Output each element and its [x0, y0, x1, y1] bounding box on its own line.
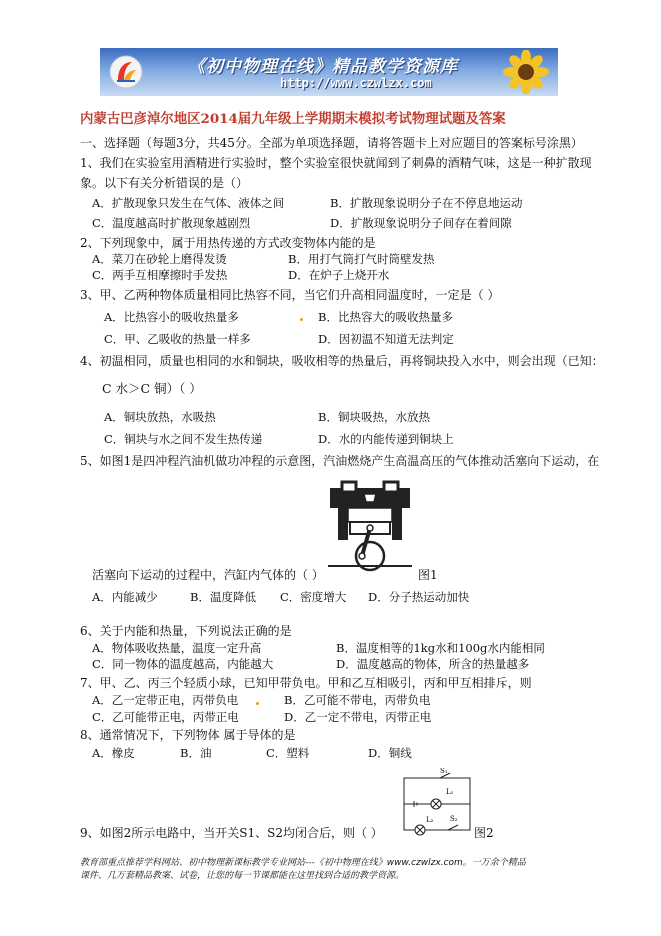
- q5-option-a: A．内能减少: [92, 590, 158, 604]
- q5-option-c: C．密度增大: [280, 590, 347, 604]
- q8-option-c: C．塑料: [266, 746, 310, 760]
- q4-formula: C 水＞C 铜）（ ）: [102, 381, 202, 396]
- figure-2-caption: 图2: [474, 826, 494, 840]
- header-banner: [100, 48, 558, 96]
- q6-option-a: A．物体吸收热量，温度一定升高: [92, 641, 262, 655]
- q4-option-b: B．铜块吸热，水放热: [318, 410, 430, 424]
- stray-dot: [256, 702, 259, 705]
- q4-option-c: C．铜块与水之间不发生热传递: [104, 432, 263, 446]
- lamp-l2-label: L₂: [426, 816, 434, 824]
- q7-option-a: A．乙一定带正电，丙带负电: [92, 693, 239, 707]
- question-7-text: 7、甲、乙、丙三个轻质小球，已知甲带负电。甲和乙互相吸引，丙和甲互相排斥，则: [80, 676, 532, 690]
- question-5-text: 5、如图1是四冲程汽油机做功冲程的示意图，汽油燃烧产生高温高压的气体推动活塞向下运动，在: [80, 454, 600, 468]
- q1-option-c: C．温度越高时扩散现象越剧烈: [92, 216, 251, 230]
- question-9-text: 9、如图2所示电路中，当开关S1、S2均闭合后，则（ ）: [80, 826, 383, 840]
- q6-option-c: C．同一物体的温度越高，内能越大: [92, 657, 274, 671]
- question-2-text: 2、下列现象中，属于用热传递的方式改变物体内能的是: [80, 236, 376, 250]
- q6-option-b: B．温度相等的1kg水和100g水内能相同: [336, 641, 545, 655]
- question-1-text: 1、我们在实验室用酒精进行实验时，整个实验室很快就闻到了刺鼻的酒精气味，这是一种扩散现: [80, 156, 592, 170]
- sunflower-icon: [498, 50, 554, 94]
- q2-option-c: C．两手互相摩擦时手发热: [92, 268, 228, 282]
- q6-option-d: D．温度越高的物体，所含的热量越多: [336, 657, 530, 671]
- q2-option-a: A．菜刀在砂轮上磨得发烫: [92, 252, 227, 266]
- banner-url: http://www.czwlzx.com: [280, 76, 432, 90]
- q4-option-a: A．铜块放热，水吸热: [104, 410, 216, 424]
- stray-dot: [300, 318, 303, 321]
- lamp-l1-label: L₁: [446, 788, 454, 796]
- question-3-text: 3、甲、乙两种物体质量相同比热容不同，当它们升高相同温度时，一定是（ ）: [80, 288, 500, 302]
- q1-option-d: D．扩散现象说明分子间存在着间隙: [330, 216, 512, 230]
- document-title: 内蒙古巴彦淖尔地区2014届九年级上学期期末模拟考试物理试题及答案: [80, 111, 506, 127]
- engine-diagram-figure: [318, 478, 422, 572]
- q4-option-d: D．水的内能传递到铜块上: [318, 432, 454, 446]
- circuit-diagram-figure: [402, 768, 472, 838]
- q7-option-d: D．乙一定不带电，丙带正电: [284, 710, 432, 724]
- q2-option-b: B．用打气筒打气时筒壁发热: [288, 252, 435, 266]
- q3-option-b: B．比热容大的吸收热量多: [318, 310, 453, 324]
- q3-option-d: D．因初温不知道无法判定: [318, 332, 454, 346]
- q7-option-c: C．乙可能带正电，丙带正电: [92, 710, 239, 724]
- question-8-text: 8、通常情况下，下列物体 属于导体的是: [80, 728, 296, 742]
- q2-option-d: D．在炉子上烧开水: [288, 268, 390, 282]
- q1-option-a: A．扩散现象只发生在气体、液体之间: [92, 196, 285, 210]
- q8-option-a: A．橡皮: [92, 746, 135, 760]
- question-5-text-cont: 活塞向下运动的过程中，汽缸内气体的（ ）: [92, 568, 324, 582]
- site-logo-icon: [108, 54, 144, 90]
- switch-s2-label: S₂: [450, 815, 458, 823]
- q1-option-b: B．扩散现象说明分子在不停息地运动: [330, 196, 523, 210]
- figure-1-caption: 图1: [418, 568, 438, 582]
- q3-option-c: C．甲、乙吸收的热量一样多: [104, 332, 251, 346]
- footer-line-2: 课件、几万套精品教案、试卷，让您的每一节课都能在这里找到合适的教学资源。: [80, 871, 405, 881]
- q8-option-b: B．油: [180, 746, 212, 760]
- question-1-text-cont: 象。以下有关分析错误的是（）: [80, 176, 249, 190]
- question-6-text: 6、关于内能和热量，下列说法正确的是: [80, 624, 292, 638]
- footer-line-1: 教育部重点推荐学科网站、初中物理新课标教学专业网站---《初中物理在线》www.czwlzx.com。一万余个精品: [80, 858, 526, 868]
- section-heading: 一、选择题（每题3分，共45分。全部为单项选择题，请将答题卡上对应题目的答案标号涂黑）: [80, 136, 583, 150]
- banner-title: 《初中物理在线》精品教学资源库: [188, 57, 458, 77]
- switch-s1-label: S₁: [440, 768, 448, 775]
- q3-option-a: A．比热容小的吸收热量多: [104, 310, 239, 324]
- q5-option-b: B．温度降低: [190, 590, 256, 604]
- page-footer: [80, 857, 600, 883]
- q5-option-d: D．分子热运动加快: [368, 590, 470, 604]
- q7-option-b: B．乙可能不带电，丙带负电: [284, 693, 431, 707]
- question-4-text: 4、初温相同，质量也相同的水和铜块，吸收相等的热量后，再将铜块投入水中，则会出现（已知：: [80, 354, 604, 368]
- q8-option-d: D．铜线: [368, 746, 412, 760]
